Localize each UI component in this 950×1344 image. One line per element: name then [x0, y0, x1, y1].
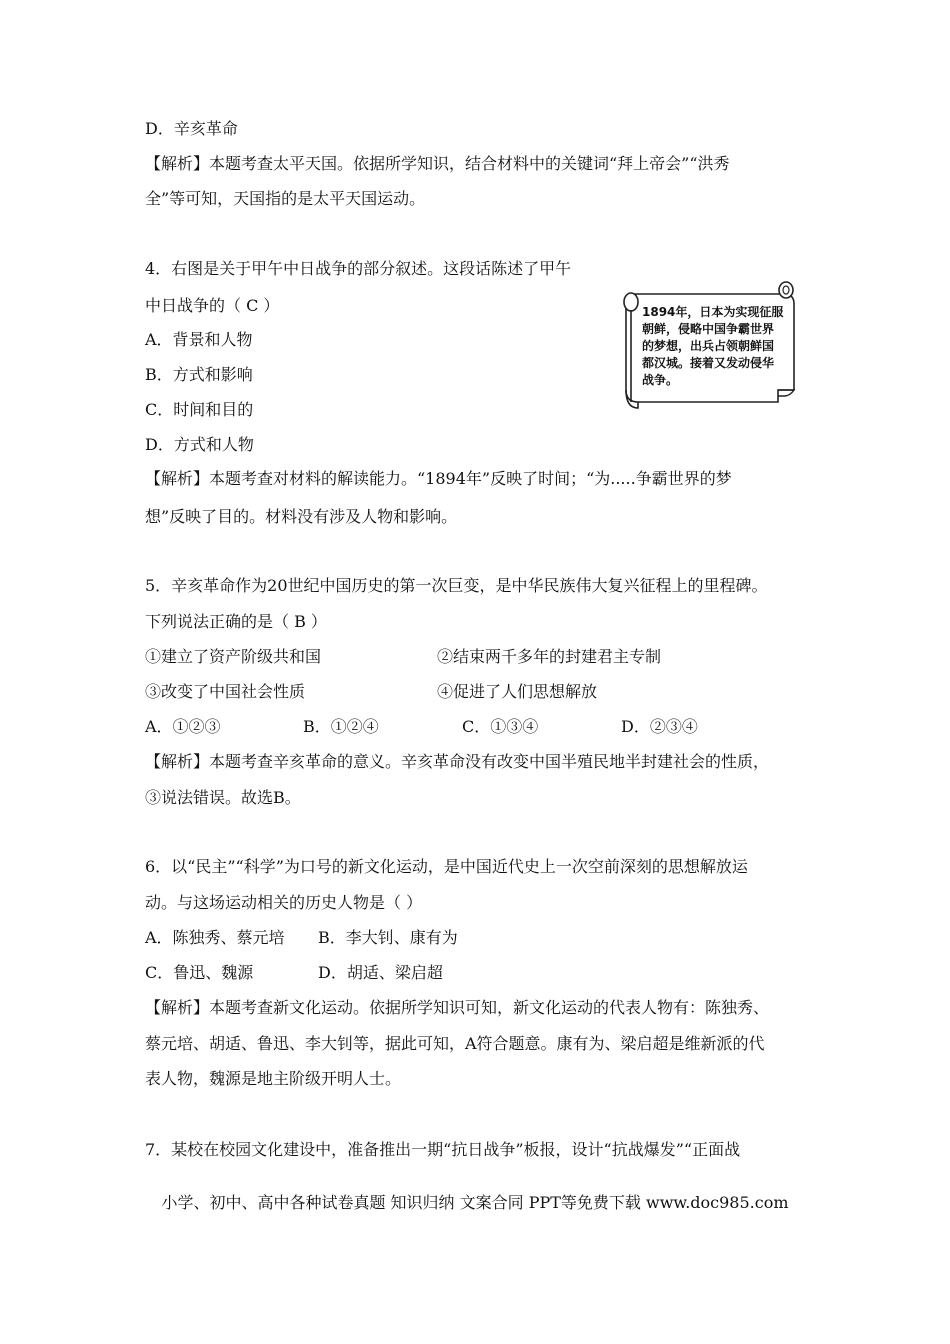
q5-option-c: C．①③④ [462, 717, 539, 736]
q4-analysis-line-1: 【解析】本题考查对材料的解读能力。“1894年”反映了时间；“为.....争霸世界的梦 [145, 469, 732, 488]
q5-analysis-line-1: 【解析】本题考查辛亥革命的意义。辛亥革命没有改变中国半殖民地半封建社会的性质， [145, 752, 770, 771]
q6-analysis-line-3: 表人物，魏源是地主阶级开明人士。 [145, 1069, 402, 1088]
q6-option-a: A．陈独秀、蔡元培 [145, 928, 285, 947]
q3-option-d: D．辛亥革命 [145, 119, 238, 138]
q6-option-d: D．胡适、梁启超 [318, 963, 443, 982]
q4-option-c: C．时间和目的 [145, 400, 254, 419]
q4-analysis-line-2: 想”反映了目的。材料没有涉及人物和影响。 [145, 507, 458, 526]
q4-option-b: B．方式和影响 [145, 365, 253, 384]
q6-option-b: B．李大钊、康有为 [318, 928, 458, 947]
q6-analysis-line-2: 蔡元培、胡适、鲁迅、李大钊等，据此可知，A符合题意。康有为、梁启超是维新派的代 [145, 1034, 765, 1053]
q4-option-a: A．背景和人物 [145, 330, 253, 349]
q3-analysis-line-1: 【解析】本题考查太平天国。依据所学知识，结合材料中的关键词“拜上帝会”“洪秀 [145, 154, 730, 173]
q5-stem-line-1: 5．辛亥革命作为20世纪中国历史的第一次巨变，是中华民族伟大复兴征程上的里程碑。 [145, 576, 768, 595]
q5-item-2: ②结束两千多年的封建君主专制 [437, 647, 662, 666]
q4-stem-line-2: 中日战争的（ C ） [145, 296, 280, 315]
q5-option-d: D．②③④ [621, 717, 698, 736]
q5-item-1: ①建立了资产阶级共和国 [145, 647, 322, 666]
q6-stem-line-2: 动。与这场运动相关的历史人物是（ ） [145, 893, 423, 912]
q5-analysis-line-2: ③说法错误。故选B。 [145, 788, 301, 807]
q6-stem-line-1: 6．以“民主”“科学”为口号的新文化运动，是中国近代史上一次空前深刻的思想解放运 [145, 857, 748, 876]
q5-item-3: ③改变了中国社会性质 [145, 682, 306, 701]
q5-option-b: B．①②④ [303, 717, 379, 736]
q6-analysis-line-1: 【解析】本题考查新文化运动。依据所学知识可知，新文化运动的代表人物有：陈独秀、 [145, 998, 770, 1017]
q4-stem-line-1: 4．右图是关于甲午中日战争的部分叙述。这段话陈述了甲午 [145, 259, 572, 278]
q5-stem-line-2: 下列说法正确的是（ B ） [145, 612, 327, 631]
q4-option-d: D．方式和人物 [145, 435, 254, 454]
q5-option-a: A．①②③ [145, 717, 221, 736]
q3-analysis-line-2: 全”等可知，天国指的是太平天国运动。 [145, 189, 426, 208]
q6-option-c: C．鲁迅、魏源 [145, 963, 254, 982]
q7-stem-line-1: 7．某校在校园文化建设中，准备推出一期“抗日战争”板报，设计“抗战爆发”“正面战 [145, 1140, 741, 1159]
page-footer: 小学、初中、高中各种试卷真题 知识归纳 文案合同 PPT等免费下载 www.doc985.com [161, 1193, 789, 1212]
scroll-text: 1894年，日本为实现征服朝鲜，侵略中国争霸世界的梦想，出兵占领朝鲜国都汉城。接着又发动侵华战争。 [642, 305, 784, 387]
q5-item-4: ④促进了人们思想解放 [437, 682, 598, 701]
